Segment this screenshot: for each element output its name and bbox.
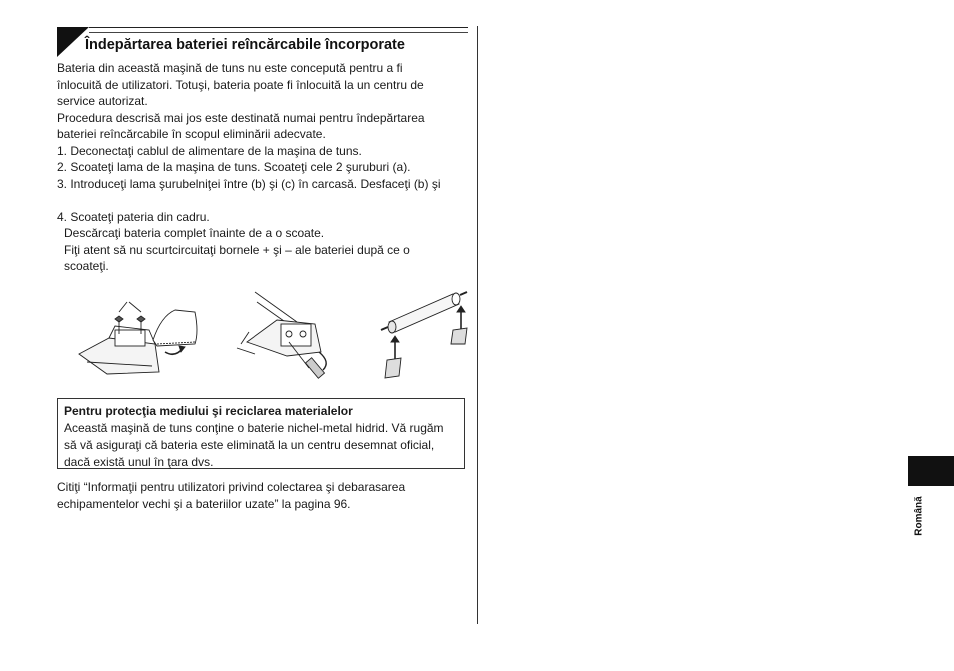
notice-line: Această maşină de tuns conţine o baterie nichel-metal hidrid. Vă rugăm bbox=[64, 421, 444, 435]
step-item: 3. Introduceţi lama şurubelniţei între (b) şi (c) în carcasă. Desfaceţi (b) şi bbox=[57, 176, 441, 191]
intro-line: înlocuită de utilizatori. Totuşi, bateria poate fi înlocuită la un centru de bbox=[57, 77, 424, 92]
step-note: Descărcaţi bateria complet înainte de a o scoate. bbox=[64, 226, 325, 240]
step-note: scoateţi. bbox=[64, 259, 109, 273]
step-item: 2. Scoateţi lama de la maşina de tuns. Scoateţi cele 2 şuruburi (a). bbox=[57, 160, 411, 174]
intro-line: Procedura descrisă mai jos este destinată numai pentru îndepărtarea bbox=[57, 110, 425, 125]
environment-notice-box bbox=[57, 398, 465, 469]
reference-text bbox=[57, 479, 468, 513]
heading-rule bbox=[57, 27, 468, 34]
section-title: Îndepărtarea bateriei reîncărcabile încorporate bbox=[85, 37, 405, 53]
language-text: Română bbox=[913, 496, 925, 536]
intro-line: bateriei reîncărcabile în scopul eliminării adecvate. bbox=[57, 127, 326, 141]
column-divider bbox=[477, 26, 478, 624]
step-item: 4. Scoateţi pateria din cadru. bbox=[57, 209, 210, 224]
illustration-battery-cell bbox=[381, 292, 467, 378]
notice-title: Pentru protecţia mediului şi reciclarea materialelor bbox=[64, 404, 353, 418]
language-label bbox=[911, 486, 927, 546]
notice-line: să vă asiguraţi că bateria este eliminată la un centru desemnat oficial, bbox=[64, 438, 435, 452]
illustration-pry-casing bbox=[237, 292, 326, 378]
intro-line: service autorizat. bbox=[57, 94, 148, 108]
battery-removal-illustrations bbox=[57, 282, 468, 382]
reference-line: echipamentelor vechi şi a bateriilor uzate” la pagina 96. bbox=[57, 497, 351, 511]
step-note: Fiţi atent să nu scurtcircuitaţi bornele + şi – ale bateriei după ce o bbox=[64, 242, 410, 257]
section-body bbox=[57, 60, 468, 275]
language-tab-marker bbox=[908, 456, 954, 486]
notice-line: dacă există unul în ţara dvs. bbox=[64, 455, 214, 469]
reference-line: Citiţi “Informaţii pentru utilizatori privind colectarea şi debarasarea bbox=[57, 480, 406, 494]
step-item: 1. Deconectaţi cablul de alimentare de la maşina de tuns. bbox=[57, 143, 362, 158]
intro-line: Bateria din această maşină de tuns nu este concepută pentru a fi bbox=[57, 61, 403, 75]
illustration-remove-screws bbox=[79, 302, 197, 374]
